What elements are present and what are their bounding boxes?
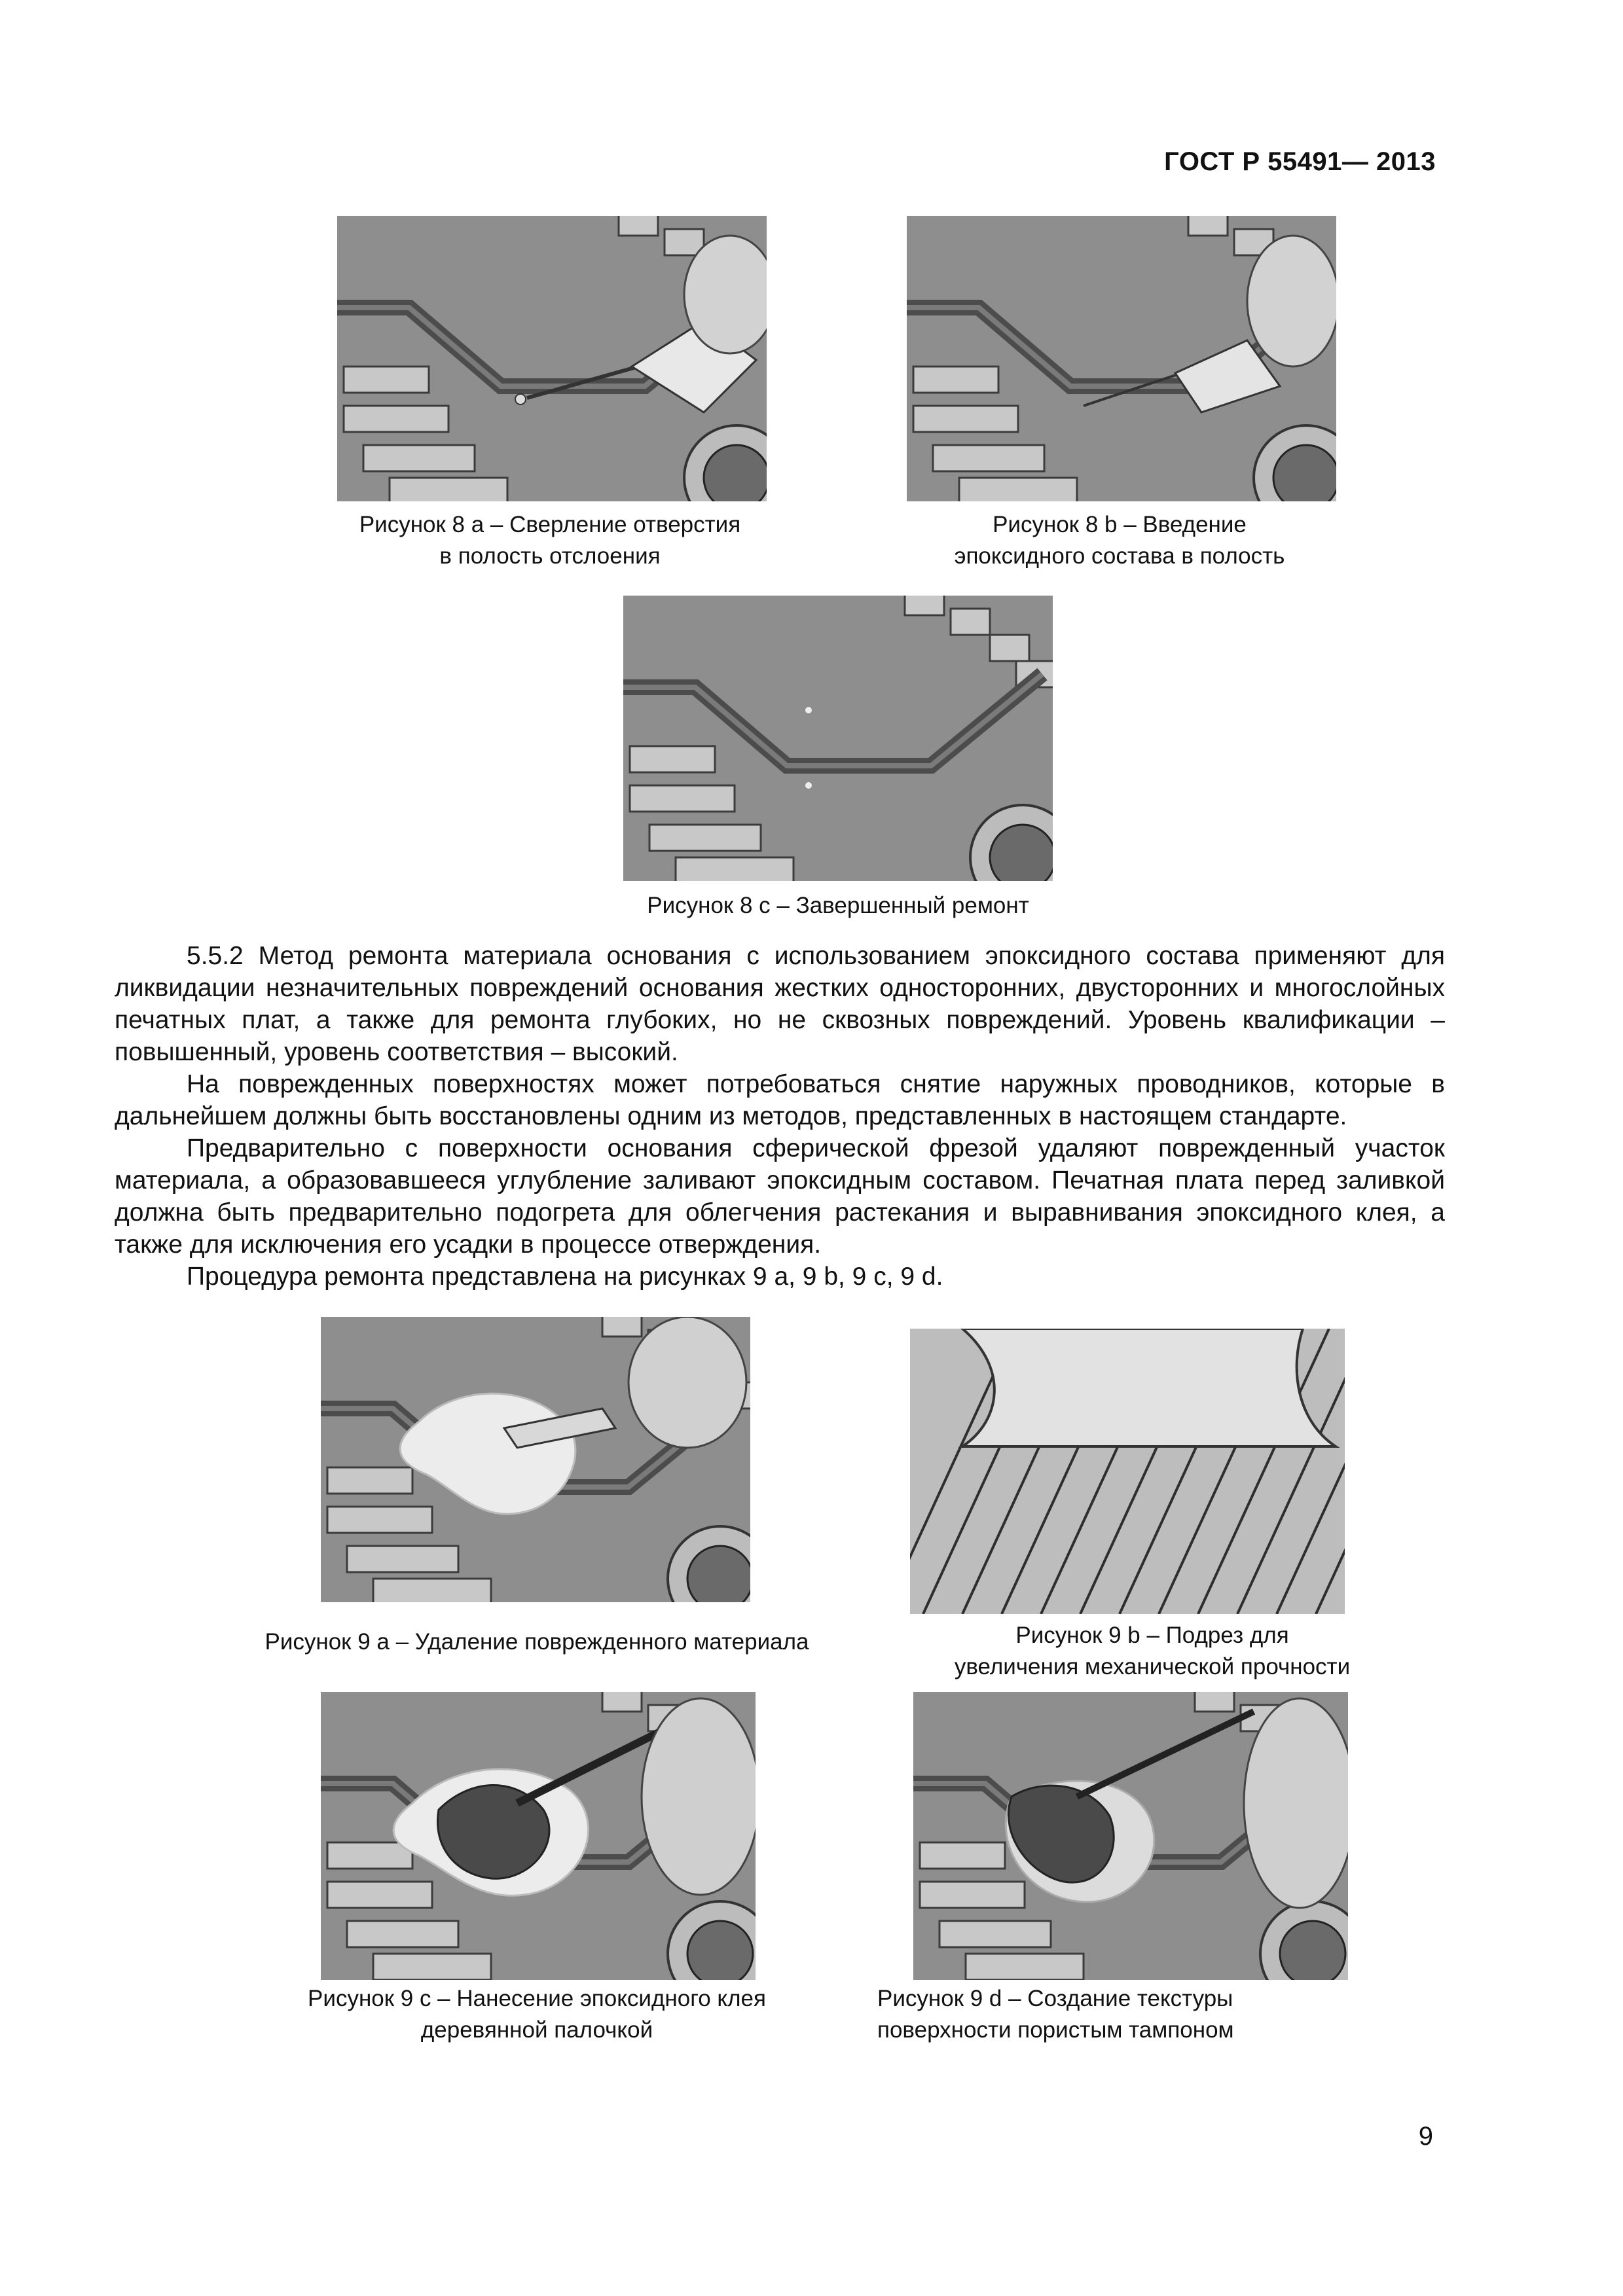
- figure-9c-caption-line1: Рисунок 9 c – Нанесение эпоксидного клея: [308, 1986, 766, 2011]
- figure-8c-completed-repair-image: [623, 596, 1053, 881]
- paragraph-3: Предварительно с поверхности основания сферической фрезой удаляют поврежденный участок материала, а образовавшееся углубление заливают эпоксидным составом. Печатная плата перед заливкой должна быть предварительно подогрета для облегчения растекания и выравнивания эпоксидного клея, а также для исключения его усадки в процессе отверждения.: [115, 1134, 1445, 1259]
- figure-9d-texture-image: [913, 1692, 1348, 1980]
- figure-8a-caption-line2: в полость отслоения: [439, 543, 661, 569]
- paragraph-1: 5.5.2 Метод ремонта материала основания с использованием эпоксидного состава применяют для ликвидации незначительных повреждений основания жестких односторонних, двусторонних и многослойных печатных плат, а также для ремонта глубоких, но не сквозных повреждений. Уровень квалификации – повышенный, уровень соответствия – высокий.: [115, 942, 1445, 1066]
- figure-8a-drilling-image: [337, 216, 767, 501]
- figure-9b-caption-line2: увеличения механической прочности: [954, 1654, 1351, 1679]
- figure-9d-caption-line2: поверхности пористым тампоном: [877, 2017, 1234, 2043]
- figure-8b-injection-image: [907, 216, 1336, 501]
- figure-9d-caption: [877, 1983, 1375, 2046]
- figure-8a-caption-line1: Рисунок 8 a – Сверление отверстия: [359, 512, 741, 537]
- figure-9b-undercut-image: [910, 1329, 1345, 1614]
- standard-header: ГОСТ Р 55491— 2013: [1164, 147, 1436, 176]
- figure-9c-caption: [196, 1983, 877, 2046]
- page-number: 9: [1418, 2122, 1433, 2151]
- figure-9c-caption-line2: деревянной палочкой: [420, 2017, 653, 2043]
- figure-9a-caption: [196, 1626, 877, 1658]
- section-5-5-2-text: [115, 940, 1445, 1293]
- figure-9c-glue-application-image: [321, 1692, 756, 1980]
- figure-9d-caption-line1: Рисунок 9 d – Создание текстуры: [877, 1986, 1233, 2011]
- figure-8c-caption: [589, 890, 1087, 922]
- paragraph-2: На поврежденных поверхностях может потребоваться снятие наружных проводников, которые в дальнейшем должны быть восстановлены одним из методов, представленных в настоящем стандарте.: [115, 1070, 1445, 1130]
- figure-9a-removal-image: [321, 1317, 750, 1602]
- figure-8c-caption-line1: Рисунок 8 c – Завершенный ремонт: [647, 893, 1029, 918]
- figure-9a-caption-line1: Рисунок 9 a – Удаление поврежденного материала: [264, 1629, 809, 1655]
- figure-8b-caption: [871, 509, 1368, 572]
- figure-9b-caption-line1: Рисунок 9 b – Подрез для: [1015, 1623, 1289, 1648]
- paragraph-4: Процедура ремонта представлена на рисунках 9 a, 9 b, 9 c, 9 d.: [187, 1263, 943, 1291]
- figure-8b-caption-line1: Рисунок 8 b – Введение: [993, 512, 1247, 537]
- figure-8a-caption: [308, 509, 792, 572]
- figure-8b-caption-line2: эпоксидного состава в полость: [954, 543, 1285, 569]
- figure-9b-caption: [903, 1620, 1401, 1683]
